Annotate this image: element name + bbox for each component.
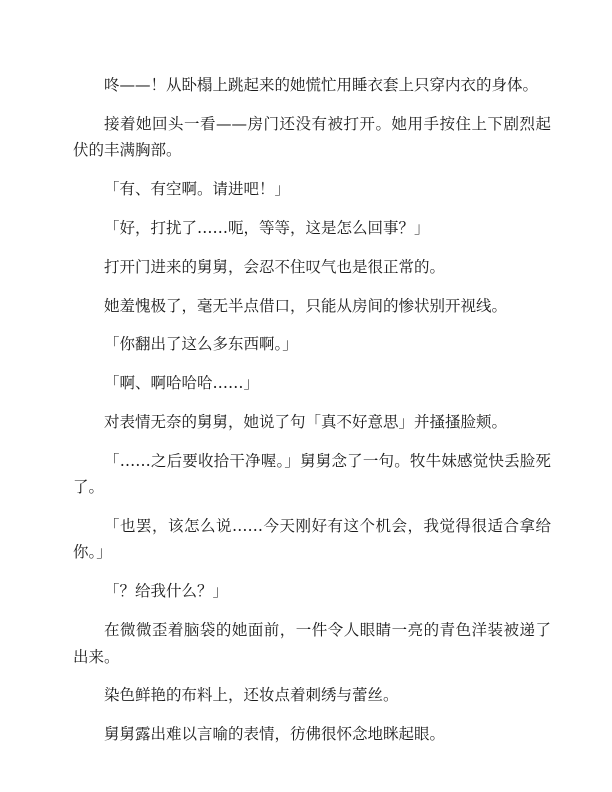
body-text: [73, 72, 551, 760]
paragraph-2: 接着她回头一看——房门还没有被打开。她用手按住上下剧烈起伏的丰满胸部。: [73, 114, 551, 160]
paragraph-8: 「啊、啊哈哈哈……」: [104, 374, 260, 393]
paragraph-1: 咚——！从卧榻上跳起来的她慌忙用睡衣套上只穿内衣的身体。: [104, 76, 539, 94]
paragraph-14: 染色鲜艳的布料上，还妆点着刺绣与蕾丝。: [104, 686, 399, 705]
paragraph-11: 「也罢，该怎么说……今天刚好有这个机会，我觉得很适合拿给你。」: [73, 517, 551, 562]
paragraph-15: 舅舅露出难以言喻的表情，彷佛很怀念地眯起眼。: [104, 725, 446, 744]
paragraph-5: 打开门进来的舅舅，会忍不住叹气也是很正常的。: [104, 257, 446, 276]
paragraph-7: 「你翻出了这么多东西啊。」: [104, 335, 298, 354]
paragraph-10: 「……之后要收拾干净喔。」舅舅念了一句。牧牛妹感觉快丢脸死了。: [73, 451, 551, 497]
paragraph-9: 对表情无奈的舅舅，她说了句「真不好意思」并搔搔脸颊。: [104, 413, 508, 432]
paragraph-4: 「好，打扰了……呃，等等，这是怎么回事？」: [104, 218, 430, 237]
paragraph-13: 在微微歪着脑袋的她面前，一件令人眼睛一亮的青色洋装被递了出来。: [73, 621, 551, 666]
paragraph-12: 「？给我什么？」: [104, 582, 229, 601]
paragraph-6: 她羞愧极了，毫无半点借口，只能从房间的惨状别开视线。: [104, 296, 508, 315]
paragraph-3: 「有、有空啊。请进吧！」: [104, 180, 291, 199]
